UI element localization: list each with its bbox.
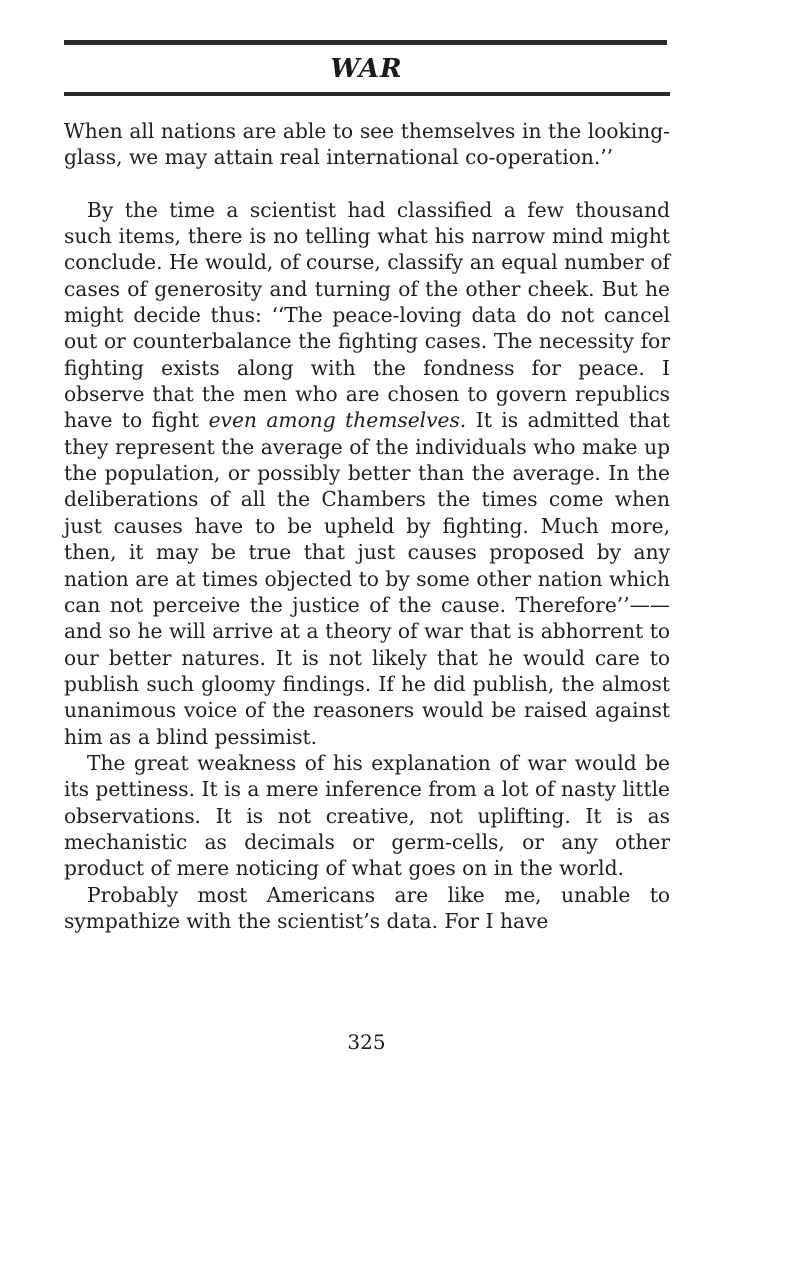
paragraph-4: Probably most Americans are like me, unable to sympathize with the scientist’s data. For I have — [64, 882, 670, 933]
paragraph-3: The great weakness of his explanation of war would be its pettiness. It is a mere inference from a lot of nasty little observations. It is not creative, not uplifting. It is as mechanistic as decimals or germ-cells, or any other product of mere noticing of what goes on in the world. — [64, 750, 670, 881]
paragraph-1: When all nations are able to see themselves in the looking-glass, we may attain real international co-operation.’’ — [64, 119, 670, 170]
page-number: 325 — [347, 1030, 386, 1054]
paragraph-2 — [64, 197, 670, 750]
running-head: WAR — [330, 54, 403, 84]
paragraph-2-emphasis: even among themselves. — [208, 408, 467, 433]
paragraph-2-text-b: It is admitted that they represent the average of the individuals who make up the population, or possibly better than the average. In the deliberations of all the Chambers the times come when just causes have to be upheld by fighting. Much more, then, it may be true that just causes proposed by any nation are at times objected to by some other nation which can not perceive the justice of the cause. Therefore’’——and so he will arrive at a theory of war that is abhorrent to our better natures. It is not likely that he would care to publish such gloomy findings. If he did publish, the almost unanimous voice of the reasoners would be raised against him as a blind pessimist. — [64, 408, 670, 749]
paragraph-2-text-a: By the time a scientist had classified a few thousand such items, there is no telling what his narrow mind might conclude. He would, of course, classify an equal number of cases of generosity and turning of the other cheek. But he might decide thus: ‘‘The peace-loving data do not cancel out or counterbalance the fighting cases. The necessity for fighting exists along with the fondness for peace. I observe that the men who are chosen to govern republics have to fight — [64, 197, 670, 433]
body-text — [64, 118, 670, 934]
header-rule-bottom — [64, 92, 670, 96]
header-rule-top — [64, 40, 667, 45]
